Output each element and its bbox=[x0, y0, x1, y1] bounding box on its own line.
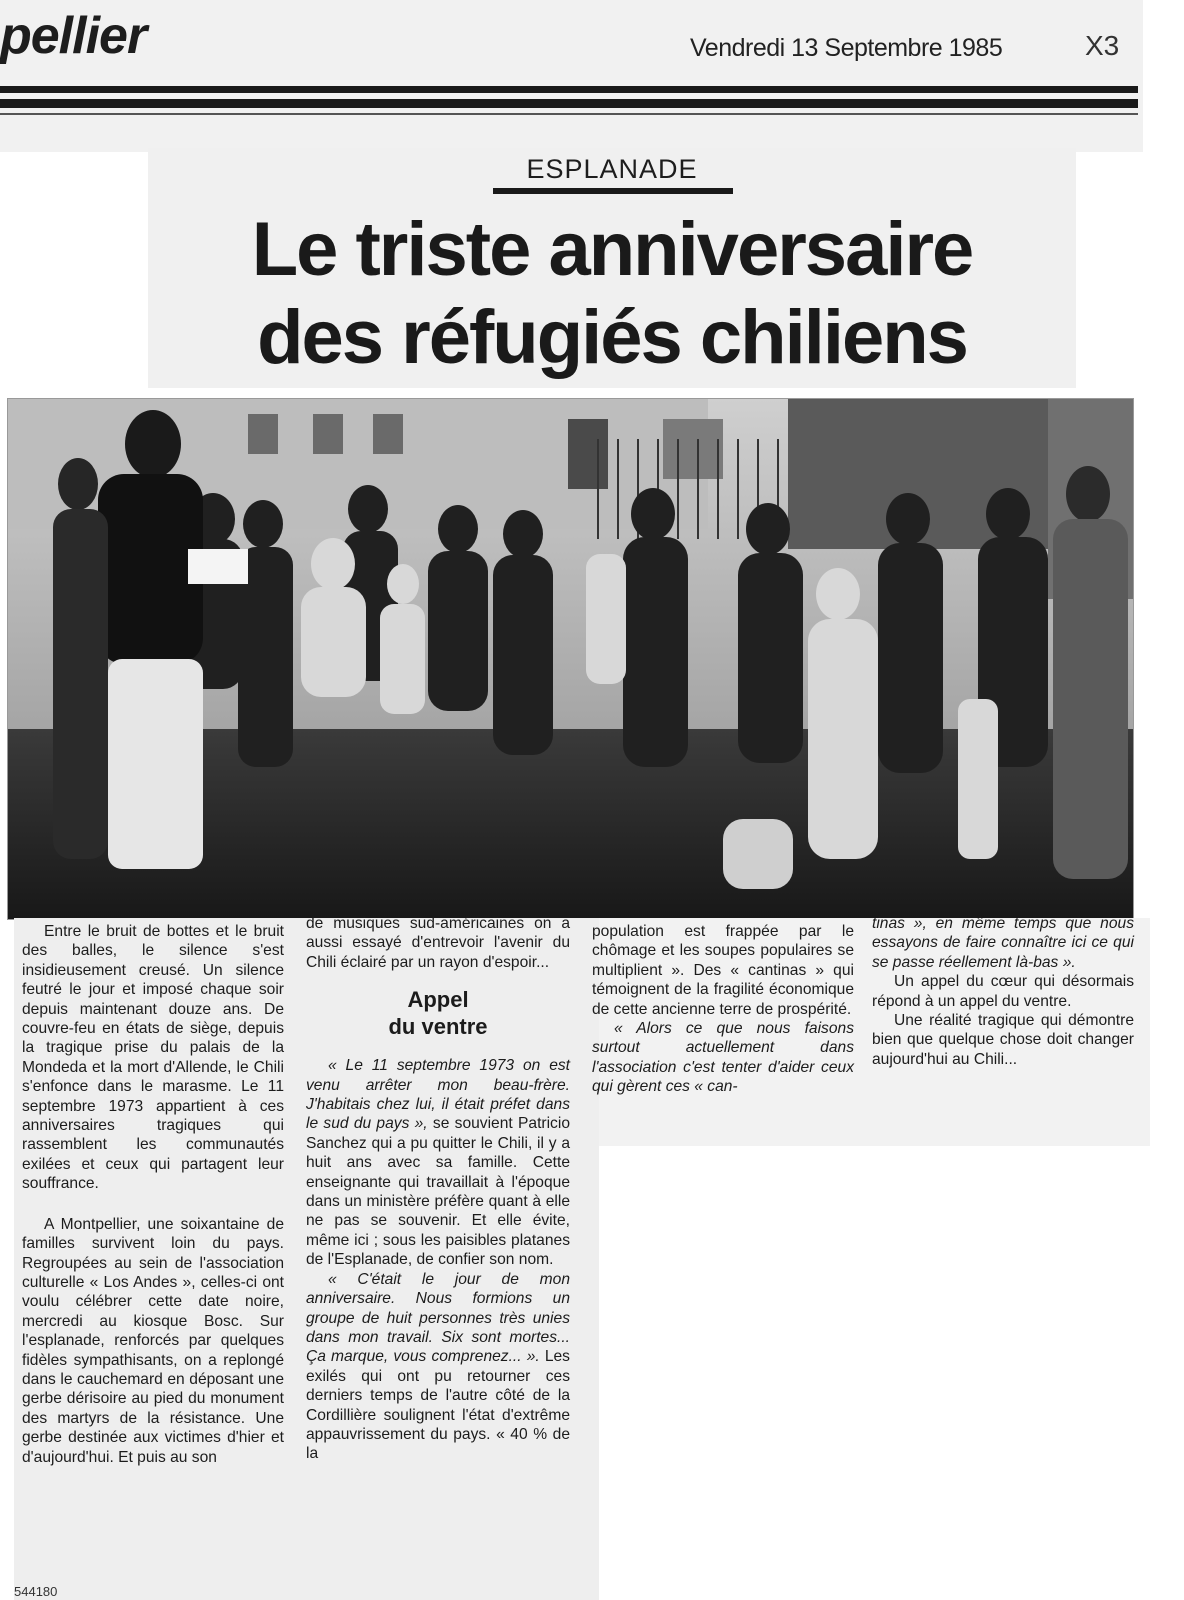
column-4 bbox=[872, 914, 1134, 1069]
column-1 bbox=[22, 922, 284, 1467]
quote-text: « C'était le jour de mon anniversaire. Nous formions un groupe de huit personnes très unies dans mon travail. Six sont mortes... Ça marque, vous comprenez... ». bbox=[306, 1270, 570, 1366]
column-2-paragraph-3 bbox=[306, 1270, 570, 1464]
kicker-underline bbox=[493, 188, 733, 194]
masthead-strip bbox=[0, 0, 1143, 152]
column-2-paragraph-2 bbox=[306, 1056, 570, 1269]
column-3 bbox=[592, 922, 854, 1097]
crowd-photo bbox=[7, 398, 1134, 920]
headline-block bbox=[148, 148, 1076, 388]
column-2-paragraph-1: de musiques sud-américaines on a aussi essayé d'entrevoir l'avenir du Chili éclairé par un rayon d'espoir... bbox=[306, 915, 570, 971]
column-3-paragraph-1: population est frappée par le chômage et les soupes populaires se multiplient ». Des « cantinas » qui témoignent de la fragilité économique de cette ancienne terre de prospérité. bbox=[592, 923, 854, 1018]
quote-text: « Le 11 septembre 1973 on est venu arrêter mon beau-frère. J'habitais chez lui, il était préfet dans le sud du pays », bbox=[306, 1057, 570, 1133]
subheading bbox=[306, 986, 570, 1040]
column-1-paragraph-1: Entre le bruit de bottes et le bruit des balles, le silence s'est insidieusement creusé. Un silence feutré le jour et imposé chaque soir depuis maintenant douze ans. De couvre-feu en états de siège, depuis la tragique prise du palais de la Mondeda et la mort d'Allende, le Chili s'enfonce dans le marasme. Le 11 septembre 1973 appartient à ces anniversaires tragiques qui rassemblent les communautés exilées et ceux qui partagent leur souffrance. bbox=[22, 923, 284, 1193]
headline-line-1: Le triste anniversaire bbox=[251, 207, 973, 292]
dateline: Vendredi 13 Septembre 1985 bbox=[690, 34, 1003, 62]
subheading-line-1: Appel bbox=[407, 987, 469, 1013]
crowd-photo-icon bbox=[8, 399, 1133, 919]
masthead-rule-double bbox=[0, 99, 1138, 108]
masthead-rule-thin bbox=[0, 113, 1138, 115]
column-4-paragraph-3: Une réalité tragique qui démontre bien que quelque chose doit changer aujourd'hui au Chili... bbox=[872, 1012, 1134, 1068]
section-kicker: ESPLANADE bbox=[526, 154, 698, 184]
column-1-paragraph-2: A Montpellier, une soixantaine de familles survivent loin du pays. Regroupées au sein de l'association culturelle « Los Andes », celles-ci ont voulu célébrer cette date noire, mercredi au kiosque Bosc. Sur l'esplanade, renforcés par quelques fidèles sympathisants, on a replongé dans le cauchemard en déposant une gerbe dérisoire au pied du monument des martyrs de la résistance. Une gerbe destinée aux victimes d'hier et d'aujourd'hui. Et puis au son bbox=[22, 1215, 284, 1466]
article-headline bbox=[148, 206, 1076, 382]
column-4-paragraph-1: tinas », en même temps que nous essayons de faire connaître ici ce qui se passe réellement là-bas ». bbox=[872, 915, 1134, 971]
footer-code: 544180 bbox=[14, 1584, 58, 1599]
column-4-paragraph-2: Un appel du cœur qui désormais répond à un appel du ventre. bbox=[872, 973, 1134, 1010]
masthead-rule-thick bbox=[0, 86, 1138, 93]
body-text: Les exilés qui ont pu retourner ces derniers temps de l'autre côté de la Cordillière soulignent l'état d'extrême appauvrissement du pays. « 40 % de la bbox=[306, 1348, 570, 1463]
subheading-line-2: du ventre bbox=[388, 1014, 488, 1040]
column-3-paragraph-2: « Alors ce que nous faisons surtout actuellement dans l'association c'est tenter d'aider ceux qui gèrent ces « can- bbox=[592, 1020, 854, 1096]
masthead-title: pellier bbox=[0, 7, 147, 65]
body-text: se souvient Patricio Sanchez qui a pu quitter le Chili, il y a huit ans avec sa famille. Cette enseignante qui travaillait à l'époque dans un ministère préfère quant à elle ne pas se souvenir. Et elle évite, même ici ; sous les paisibles platanes de l'Esplanade, de confier son nom. bbox=[306, 1115, 570, 1269]
headline-line-2: des réfugiés chiliens bbox=[257, 295, 967, 380]
column-2 bbox=[306, 914, 570, 1464]
page-mark: X3 bbox=[1085, 30, 1120, 61]
